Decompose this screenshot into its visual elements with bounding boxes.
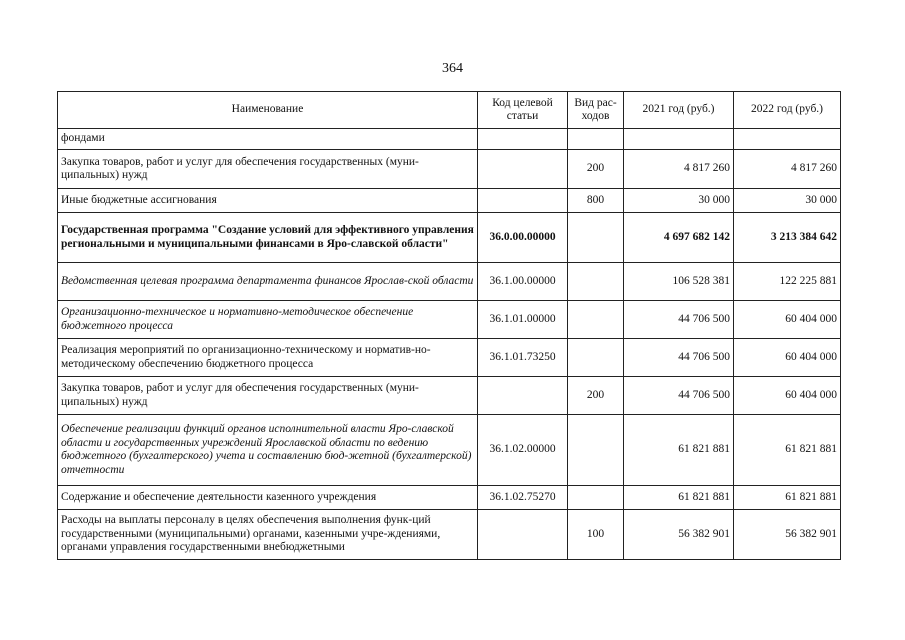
row-vid — [568, 486, 624, 510]
row-amount-2022: 60 404 000 — [734, 301, 841, 339]
row-code: 36.1.01.00000 — [478, 301, 568, 339]
row-code — [478, 129, 568, 150]
row-amount-2021: 30 000 — [624, 189, 734, 213]
table-row — [58, 486, 841, 510]
row-vid — [568, 301, 624, 339]
row-vid: 200 — [568, 377, 624, 415]
row-name: Содержание и обеспечение деятельности казенного учреждения — [58, 486, 478, 510]
page-number: 364 — [442, 61, 463, 76]
row-amount-2022: 60 404 000 — [734, 339, 841, 377]
table-row — [58, 213, 841, 263]
row-code: 36.1.02.75270 — [478, 486, 568, 510]
row-amount-2021: 44 706 500 — [624, 377, 734, 415]
row-amount-2021: 61 821 881 — [624, 415, 734, 486]
row-amount-2022: 61 821 881 — [734, 486, 841, 510]
row-amount-2022: 61 821 881 — [734, 415, 841, 486]
row-amount-2022 — [734, 129, 841, 150]
row-vid — [568, 339, 624, 377]
row-amount-2021: 56 382 901 — [624, 510, 734, 560]
row-name: Реализация мероприятий по организационно-техническому и норматив-но-методическому обеспечению бюджетного процесса — [58, 339, 478, 377]
row-amount-2021: 4 697 682 142 — [624, 213, 734, 263]
row-vid: 800 — [568, 189, 624, 213]
table-row — [58, 415, 841, 486]
row-amount-2022: 3 213 384 642 — [734, 213, 841, 263]
row-name: Государственная программа "Создание условий для эффективного управления региональными и муниципальными финансами в Яро-славской области" — [58, 213, 478, 263]
row-name: Обеспечение реализации функций органов исполнительной власти Яро-славской области и государственных учреждений Ярославской области по ведению бюджетного (бухгалтерского) учета и составлению бюд-жетной (бухгалтерской) отчетности — [58, 415, 478, 486]
row-amount-2022: 56 382 901 — [734, 510, 841, 560]
table-row — [58, 150, 841, 189]
row-name: Закупка товаров, работ и услуг для обеспечения государственных (муни-ципальных) нужд — [58, 377, 478, 415]
row-amount-2021 — [624, 129, 734, 150]
row-vid: 200 — [568, 150, 624, 189]
row-amount-2021: 61 821 881 — [624, 486, 734, 510]
row-name: Закупка товаров, работ и услуг для обеспечения государственных (муни-ципальных) нужд — [58, 150, 478, 189]
row-name: Организационно-техническое и нормативно-методическое обеспечение бюджетного процесса — [58, 301, 478, 339]
row-code — [478, 377, 568, 415]
row-amount-2021: 44 706 500 — [624, 301, 734, 339]
row-vid — [568, 415, 624, 486]
row-vid — [568, 213, 624, 263]
row-amount-2022: 30 000 — [734, 189, 841, 213]
row-code — [478, 189, 568, 213]
row-amount-2021: 106 528 381 — [624, 263, 734, 301]
row-code: 36.1.00.00000 — [478, 263, 568, 301]
row-amount-2022: 122 225 881 — [734, 263, 841, 301]
header-year-2021: 2021 год (руб.) — [624, 92, 734, 129]
row-code: 36.1.01.73250 — [478, 339, 568, 377]
table-row — [58, 377, 841, 415]
row-amount-2022: 4 817 260 — [734, 150, 841, 189]
table-row — [58, 301, 841, 339]
header-year-2022: 2022 год (руб.) — [734, 92, 841, 129]
table-row — [58, 129, 841, 150]
table-row — [58, 510, 841, 560]
row-name: Иные бюджетные ассигнования — [58, 189, 478, 213]
row-code: 36.0.00.00000 — [478, 213, 568, 263]
row-code — [478, 510, 568, 560]
row-amount-2021: 44 706 500 — [624, 339, 734, 377]
row-code — [478, 150, 568, 189]
row-name: Ведомственная целевая программа департамента финансов Ярослав-ской области — [58, 263, 478, 301]
row-code: 36.1.02.00000 — [478, 415, 568, 486]
header-code: Код целевой статьи — [478, 92, 568, 129]
table-row — [58, 339, 841, 377]
table-row — [58, 189, 841, 213]
table-header-row — [58, 92, 841, 129]
header-name: Наименование — [58, 92, 478, 129]
row-vid — [568, 129, 624, 150]
row-vid — [568, 263, 624, 301]
row-vid: 100 — [568, 510, 624, 560]
row-amount-2021: 4 817 260 — [624, 150, 734, 189]
row-name: фондами — [58, 129, 478, 150]
row-name: Расходы на выплаты персоналу в целях обеспечения выполнения функ-ций государственными (муниципальными) органами, казенными учре-ждениями, органами управления государственными внебюджетными — [58, 510, 478, 560]
table-row — [58, 263, 841, 301]
row-amount-2022: 60 404 000 — [734, 377, 841, 415]
header-vid: Вид рас-ходов — [568, 92, 624, 129]
budget-table — [57, 91, 841, 560]
